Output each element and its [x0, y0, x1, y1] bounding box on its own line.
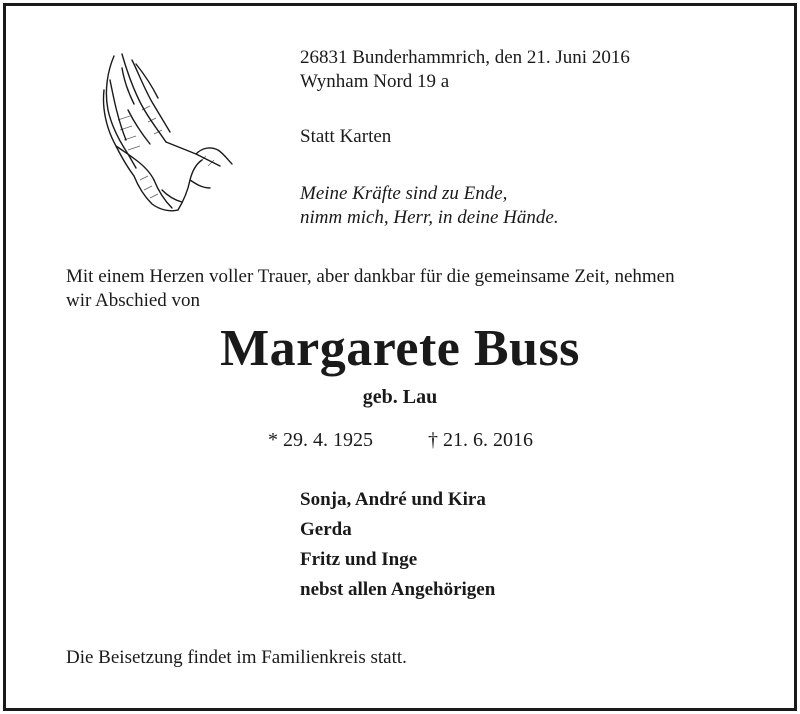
mourner-line: Sonja, André und Kira — [300, 489, 486, 510]
mourner-line: Gerda — [300, 519, 352, 540]
praying-hands-icon — [92, 50, 237, 215]
funeral-note: Die Beisetzung findet im Familienkreis statt. — [66, 647, 407, 668]
death-date: † 21. 6. 2016 — [428, 429, 533, 451]
birth-date: * 29. 4. 1925 — [268, 429, 373, 451]
mourner-line: Fritz und Inge — [300, 549, 418, 570]
maiden-name: geb. Lau — [362, 386, 438, 408]
verse-line-2: nimm mich, Herr, in deine Hände. — [300, 207, 559, 228]
intro-line-2: wir Abschied von — [66, 290, 201, 311]
place-date: 26831 Bunderhammrich, den 21. Juni 2016 — [300, 47, 630, 68]
verse-line-1: Meine Kräfte sind zu Ende, — [300, 183, 508, 204]
intro-line-1: Mit einem Herzen voller Trauer, aber dankbar für die gemeinsame Zeit, nehmen — [66, 266, 675, 287]
deceased-name: Margarete Buss — [220, 320, 580, 377]
mourner-line: nebst allen Angehörigen — [300, 579, 496, 600]
address: Wynham Nord 19 a — [300, 71, 450, 92]
statt-karten-note: Statt Karten — [300, 126, 392, 147]
